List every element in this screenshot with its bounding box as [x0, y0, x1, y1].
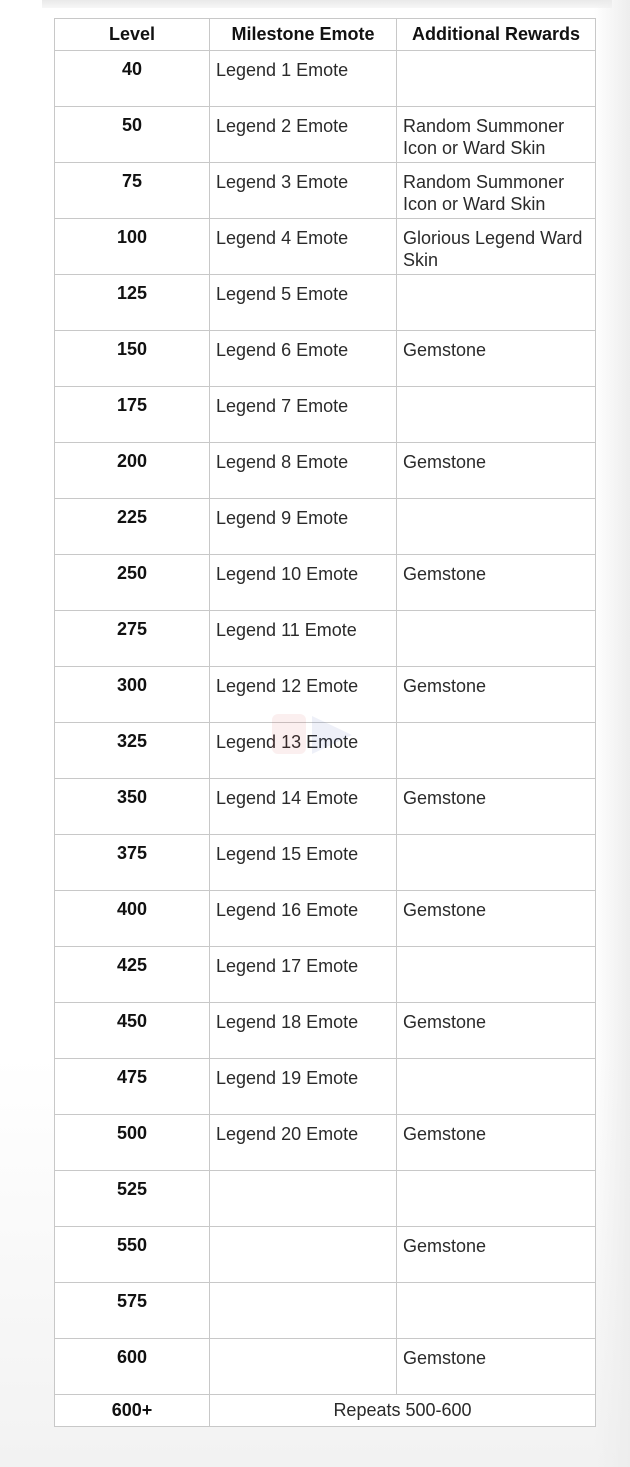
table-row — [55, 1171, 596, 1227]
table-row — [55, 1059, 596, 1115]
level-cell: 500 — [55, 1115, 210, 1171]
level-cell: 575 — [55, 1283, 210, 1339]
emote-cell: Legend 9 Emote — [210, 499, 397, 555]
reward-cell: Gemstone — [397, 1003, 596, 1059]
emote-cell: Legend 19 Emote — [210, 1059, 397, 1115]
level-cell: 150 — [55, 331, 210, 387]
level-cell: 250 — [55, 555, 210, 611]
reward-cell: Random Summoner Icon or Ward Skin — [397, 107, 596, 163]
emote-cell: Legend 11 Emote — [210, 611, 397, 667]
emote-cell: Legend 18 Emote — [210, 1003, 397, 1059]
emote-cell: Legend 6 Emote — [210, 331, 397, 387]
table-row — [55, 779, 596, 835]
reward-cell — [397, 1059, 596, 1115]
emote-cell: Legend 16 Emote — [210, 891, 397, 947]
reward-cell: Gemstone — [397, 667, 596, 723]
level-cell: 100 — [55, 219, 210, 275]
reward-cell — [397, 723, 596, 779]
table-row — [55, 387, 596, 443]
emote-cell: Legend 2 Emote — [210, 107, 397, 163]
emote-cell — [210, 1339, 397, 1395]
level-cell: 525 — [55, 1171, 210, 1227]
table-body — [55, 51, 596, 1427]
level-cell: 550 — [55, 1227, 210, 1283]
top-edge-shadow — [42, 0, 612, 8]
reward-cell: Gemstone — [397, 443, 596, 499]
reward-cell — [397, 611, 596, 667]
table-row — [55, 107, 596, 163]
header-additional-rewards: Additional Rewards — [397, 19, 596, 51]
emote-cell: Legend 5 Emote — [210, 275, 397, 331]
reward-cell — [397, 275, 596, 331]
level-cell: 425 — [55, 947, 210, 1003]
reward-cell — [397, 499, 596, 555]
table-row — [55, 331, 596, 387]
right-edge-shadow — [594, 0, 630, 1467]
reward-cell — [397, 51, 596, 107]
reward-cell — [397, 387, 596, 443]
emote-cell: Legend 15 Emote — [210, 835, 397, 891]
reward-cell: Gemstone — [397, 1227, 596, 1283]
emote-cell — [210, 1283, 397, 1339]
emote-cell: Legend 7 Emote — [210, 387, 397, 443]
table-row — [55, 835, 596, 891]
level-cell: 350 — [55, 779, 210, 835]
level-cell: 175 — [55, 387, 210, 443]
emote-cell: Legend 14 Emote — [210, 779, 397, 835]
reward-cell: Random Summoner Icon or Ward Skin — [397, 163, 596, 219]
reward-cell: Gemstone — [397, 891, 596, 947]
level-cell: 450 — [55, 1003, 210, 1059]
level-cell: 325 — [55, 723, 210, 779]
table-row — [55, 499, 596, 555]
table-row — [55, 555, 596, 611]
emote-cell: Legend 8 Emote — [210, 443, 397, 499]
header-milestone-emote: Milestone Emote — [210, 19, 397, 51]
level-cell: 600 — [55, 1339, 210, 1395]
reward-cell: Gemstone — [397, 331, 596, 387]
table-row — [55, 947, 596, 1003]
reward-cell: Gemstone — [397, 555, 596, 611]
table-row — [55, 51, 596, 107]
table-row — [55, 1339, 596, 1395]
table-row — [55, 611, 596, 667]
table-row — [55, 1283, 596, 1339]
level-cell: 300 — [55, 667, 210, 723]
level-cell: 400 — [55, 891, 210, 947]
level-cell: 50 — [55, 107, 210, 163]
table-row — [55, 219, 596, 275]
emote-cell: Legend 10 Emote — [210, 555, 397, 611]
emote-cell: Legend 17 Emote — [210, 947, 397, 1003]
level-cell: 600+ — [55, 1395, 210, 1427]
level-cell: 125 — [55, 275, 210, 331]
level-cell: 40 — [55, 51, 210, 107]
emote-cell — [210, 1171, 397, 1227]
table-row — [55, 1227, 596, 1283]
emote-cell: Legend 1 Emote — [210, 51, 397, 107]
table-row — [55, 1003, 596, 1059]
emote-cell — [210, 1227, 397, 1283]
reward-cell: Gemstone — [397, 1339, 596, 1395]
reward-cell: Gemstone — [397, 779, 596, 835]
reward-cell: Glorious Legend Ward Skin — [397, 219, 596, 275]
table-row — [55, 163, 596, 219]
emote-cell: Legend 13 Emote — [210, 723, 397, 779]
milestone-rewards-table — [54, 18, 596, 1427]
table-row — [55, 275, 596, 331]
table-row — [55, 1115, 596, 1171]
level-cell: 200 — [55, 443, 210, 499]
level-cell: 75 — [55, 163, 210, 219]
table-row — [55, 723, 596, 779]
repeat-note-cell: Repeats 500-600 — [210, 1395, 596, 1427]
header-level: Level — [55, 19, 210, 51]
emote-cell: Legend 20 Emote — [210, 1115, 397, 1171]
level-cell: 475 — [55, 1059, 210, 1115]
table-row-final — [55, 1395, 596, 1427]
reward-cell — [397, 835, 596, 891]
level-cell: 275 — [55, 611, 210, 667]
level-cell: 375 — [55, 835, 210, 891]
emote-cell: Legend 12 Emote — [210, 667, 397, 723]
table-row — [55, 443, 596, 499]
table-header-row — [55, 19, 596, 51]
reward-cell — [397, 947, 596, 1003]
level-cell: 225 — [55, 499, 210, 555]
emote-cell: Legend 3 Emote — [210, 163, 397, 219]
reward-cell — [397, 1283, 596, 1339]
reward-cell — [397, 1171, 596, 1227]
table-row — [55, 891, 596, 947]
reward-cell: Gemstone — [397, 1115, 596, 1171]
emote-cell: Legend 4 Emote — [210, 219, 397, 275]
table-row — [55, 667, 596, 723]
